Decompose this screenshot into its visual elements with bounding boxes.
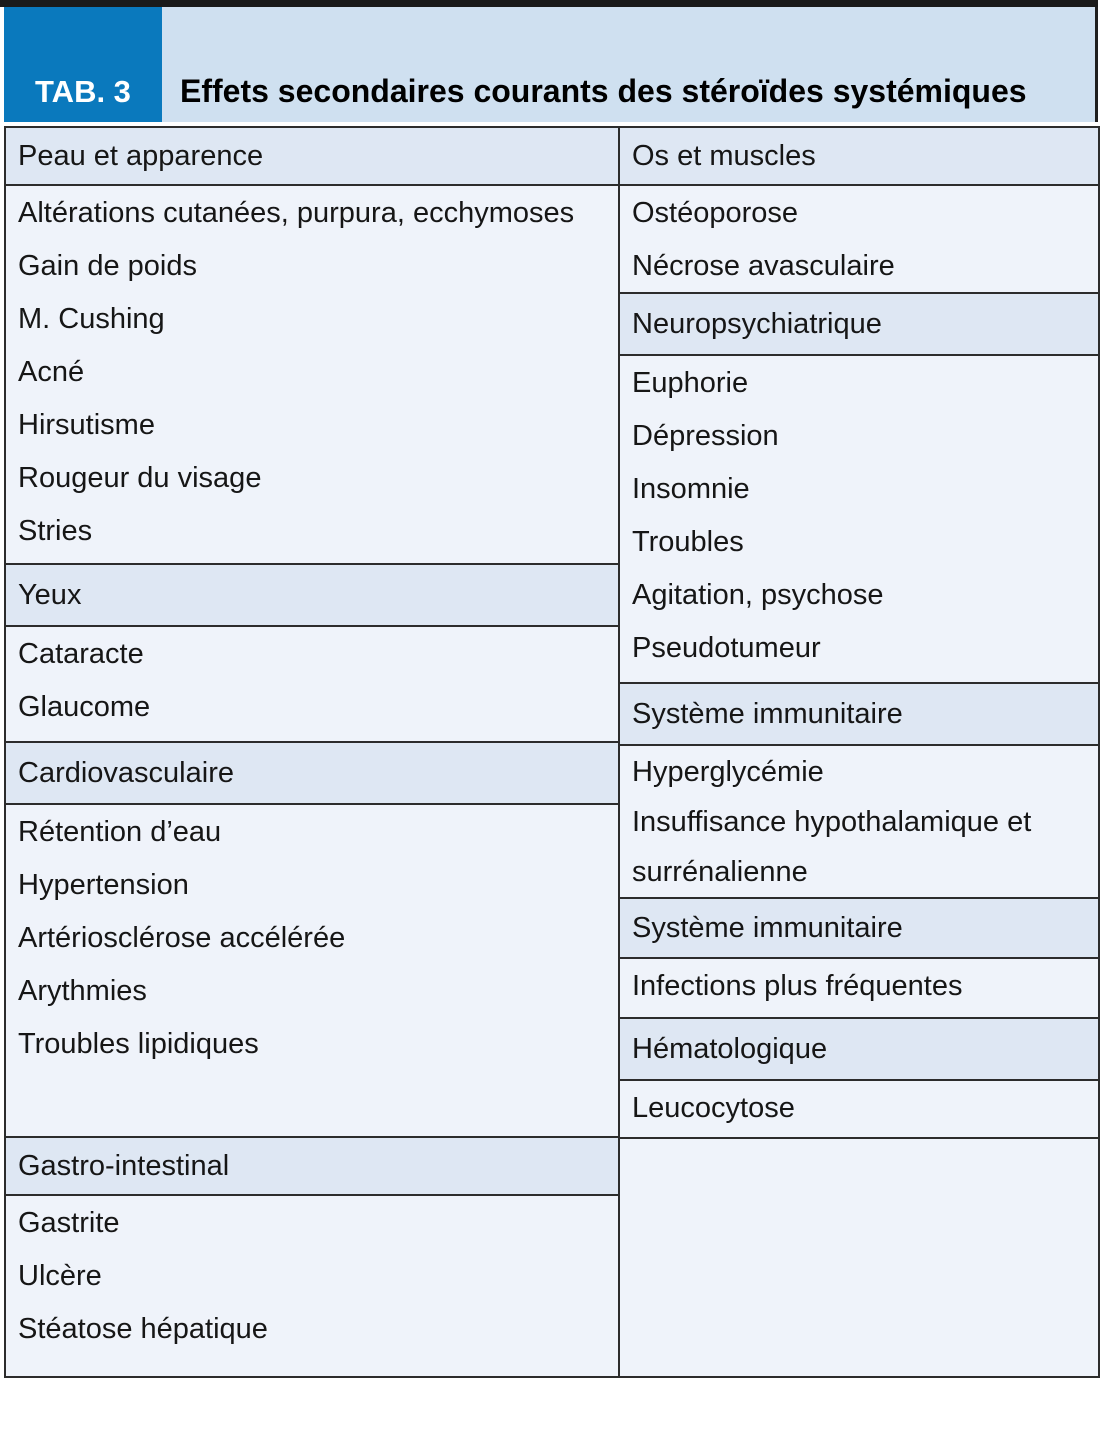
item: Insomnie xyxy=(632,473,750,505)
section-header-peau xyxy=(6,128,618,186)
section-items-systeme-immunitaire-1 xyxy=(620,746,1098,899)
item: Pseudotumeur xyxy=(632,632,821,664)
section-items-hematologique xyxy=(620,1081,1098,1139)
section-header-hematologique xyxy=(620,1019,1098,1081)
section-title: Os et muscles xyxy=(632,139,816,172)
section-items-os-muscles xyxy=(620,186,1098,294)
top-rule xyxy=(0,0,1098,7)
section-items-cardiovasculaire xyxy=(6,805,618,1138)
item: Arythmies xyxy=(18,975,147,1007)
section-title: Système immunitaire xyxy=(632,697,903,730)
item: Nécrose avasculaire xyxy=(632,250,895,282)
item: Troubles lipidiques xyxy=(18,1028,259,1060)
item: Cataracte xyxy=(18,638,144,670)
section-items-systeme-immunitaire-2 xyxy=(620,959,1098,1019)
section-title: Yeux xyxy=(18,578,82,611)
section-title: Neuropsychiatrique xyxy=(632,307,882,340)
item: Ulcère xyxy=(18,1260,102,1292)
section-items-peau xyxy=(6,186,618,565)
table-number-badge xyxy=(4,7,162,122)
item: Hyperglycémie xyxy=(632,756,824,788)
item: Gain de poids xyxy=(18,250,197,282)
item: Troubles xyxy=(632,526,744,558)
section-items-neuropsychiatrique xyxy=(620,356,1098,684)
section-header-yeux xyxy=(6,565,618,627)
item: Artériosclérose accélérée xyxy=(18,922,346,954)
section-header-gastro-intestinal xyxy=(6,1138,618,1196)
item: Rétention d’eau xyxy=(18,816,222,848)
item: M. Cushing xyxy=(18,303,165,335)
item: Euphorie xyxy=(632,367,749,399)
section-title: Système immunitaire xyxy=(632,911,903,944)
empty-cell xyxy=(620,1139,1098,1376)
side-effects-table xyxy=(4,126,1100,1378)
item: Acné xyxy=(18,356,85,388)
section-items-gastro-intestinal xyxy=(6,1196,618,1376)
section-header-cardiovasculaire xyxy=(6,743,618,805)
item: Ostéoporose xyxy=(632,197,799,229)
section-title: Hématologique xyxy=(632,1032,828,1065)
item: Insuffisance hypothalamique et surrénalienne xyxy=(632,806,1032,888)
table-title-bar xyxy=(162,7,1095,122)
item: Dépression xyxy=(632,420,779,452)
column-left xyxy=(6,128,620,1376)
item: Rougeur du visage xyxy=(18,462,262,494)
section-header-systeme-immunitaire-1 xyxy=(620,684,1098,746)
table-number-label: TAB. 3 xyxy=(35,73,131,109)
item: Agitation, psychose xyxy=(632,579,884,611)
item: Altérations cutanées, purpura, ecchymoses xyxy=(18,197,575,229)
section-title: Peau et apparence xyxy=(18,139,264,172)
column-right xyxy=(620,128,1098,1376)
section-title: Cardiovasculaire xyxy=(18,756,234,789)
item: Glaucome xyxy=(18,691,151,723)
table-caption xyxy=(4,7,1098,122)
section-header-systeme-immunitaire-2 xyxy=(620,899,1098,959)
table-title: Effets secondaires courants des stéroïdes systémiques xyxy=(180,72,1027,109)
item: Stéatose hépatique xyxy=(18,1313,268,1345)
section-title: Gastro-intestinal xyxy=(18,1149,230,1182)
item: Gastrite xyxy=(18,1207,120,1239)
section-header-os-muscles xyxy=(620,128,1098,186)
item: Stries xyxy=(18,515,93,547)
section-items-yeux xyxy=(6,627,618,743)
item: Leucocytose xyxy=(632,1092,795,1124)
section-header-neuropsychiatrique xyxy=(620,294,1098,356)
item: Hirsutisme xyxy=(18,409,155,441)
item: Infections plus fréquentes xyxy=(632,970,963,1002)
item: Hypertension xyxy=(18,869,189,901)
